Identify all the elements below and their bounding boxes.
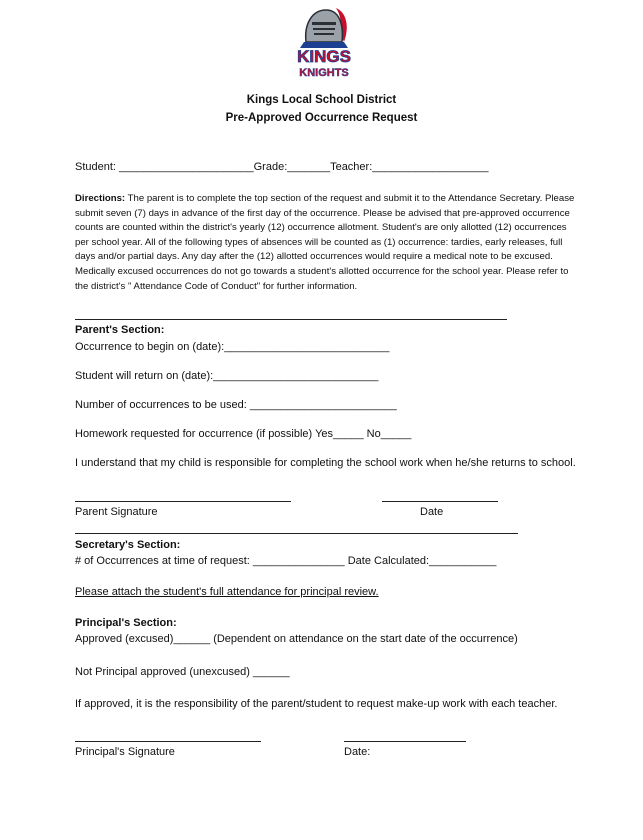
kings-knights-logo (284, 2, 364, 84)
student-return-field: Student will return on (date):___________________________ (75, 370, 379, 382)
divider-1 (75, 319, 507, 320)
knight-helmet-icon (284, 2, 364, 84)
occurrence-begin-field: Occurrence to begin on (date):___________________________ (75, 341, 390, 353)
homework-requested-field: Homework requested for occurrence (if possible) Yes_____ No_____ (75, 428, 412, 440)
secretary-section-heading: Secretary's Section: (75, 539, 181, 551)
principal-section-heading: Principal's Section: (75, 617, 177, 629)
principal-date-line (344, 741, 466, 742)
directions-block (75, 192, 575, 294)
if-approved-statement: If approved, it is the responsibility of the parent/student to request make-up work with each teacher. (75, 698, 558, 710)
logo-text-knights: KNIGHTS (299, 67, 349, 79)
parent-signature-line (75, 501, 291, 502)
principal-date-label: Date: (344, 746, 371, 758)
attach-attendance-note: Please attach the student's full attendance for principal review. (75, 586, 379, 598)
understand-statement: I understand that my child is responsible for completing the school work when he/she returns to school. (75, 457, 576, 469)
approved-excused-field: Approved (excused)______ (Dependent on attendance on the start date of the occurrence) (75, 633, 518, 645)
logo-text-kings: KINGS (297, 47, 351, 66)
not-approved-field: Not Principal approved (unexcused) ______ (75, 666, 290, 678)
district-title: Kings Local School District (246, 94, 397, 106)
parent-section-heading: Parent's Section: (75, 324, 165, 336)
directions-text: The parent is to complete the top section of the request and submit it to the Attendance Secretary. Please submit seven (7) days in advance of the first day of the occurrence. Please be advised that pre-approved occurrence counts are counted within the district's yearly (12) occurrence allotment. Student's are only allotted (12) occurrences per school year. All of the following types of absences will be counted as (1) occurrence: tardies, early releases, full days and/or partial days. Any day after the (12) allotted occurrences would require a medical note to be excused. Medically excused occurrences do not go towards a student's allotted occurrence for the school year. Please refer to the district's " Attendance Code of Conduct" for further information. (75, 193, 575, 292)
divider-2 (75, 533, 518, 534)
principal-signature-line (75, 741, 261, 742)
occurrences-date-calculated-field: # of Occurrences at time of request: _______________ Date Calculated:___________ (75, 555, 497, 567)
form-title: Pre-Approved Occurrence Request (225, 112, 418, 124)
number-occurrences-field: Number of occurrences to be used: ________________________ (75, 399, 397, 411)
parent-date-label: Date (420, 506, 444, 518)
parent-signature-label: Parent Signature (75, 506, 158, 518)
directions-label: Directions: (75, 193, 126, 204)
parent-date-line (382, 501, 498, 502)
principal-signature-label: Principal's Signature (75, 746, 175, 758)
student-grade-teacher-line: Student: ______________________Grade:_______Teacher:___________________ (75, 161, 489, 173)
